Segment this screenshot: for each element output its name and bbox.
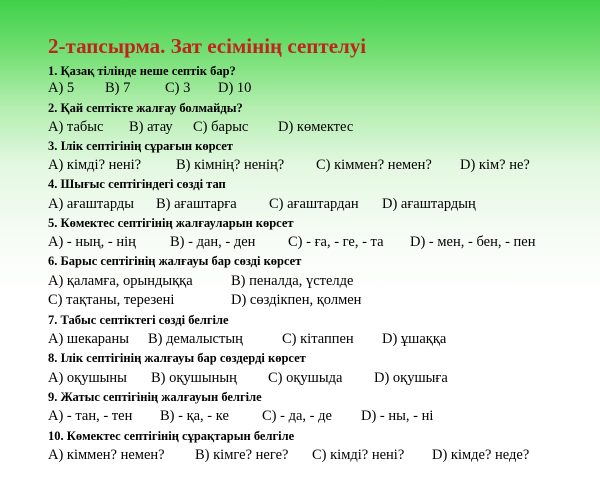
- option-b: В) атау: [129, 119, 173, 135]
- question-9: 9. Жатыс септігінің жалғауын белгіле: [48, 390, 262, 404]
- option-c: С) барыс: [193, 119, 249, 135]
- option-d: D) кімде? неде?: [432, 447, 530, 463]
- question-3: 3. Ілік септігінің сұрағын көрсет: [48, 139, 233, 153]
- question-4: 4. Шығыс септігіндегі сөзді тап: [48, 177, 226, 191]
- option-b: В) пеналда, үстелде: [231, 273, 354, 289]
- option-c: С) - ға, - ге, - та: [288, 234, 384, 250]
- worksheet-title: 2-тапсырма. Зат есімінің септелуі: [48, 34, 367, 58]
- option-b: В) кімге? неге?: [195, 447, 289, 463]
- question-10: 10. Көмектес септігінің сұрақтарын белгіле: [48, 429, 295, 443]
- option-c: С) кітаппен: [282, 331, 354, 347]
- option-a: А) 5: [48, 80, 75, 96]
- option-d: D) көмектес: [278, 119, 354, 135]
- option-a: А) шекараны: [48, 331, 129, 347]
- question-6: 6. Барыс септігінің жалғауы бар сөзді көрсет: [48, 254, 302, 268]
- option-a: А) оқушыны: [48, 370, 127, 386]
- question-1: 1. Қазақ тілінде неше септік бар?: [48, 64, 236, 78]
- option-d: D) - ны, - ні: [361, 408, 434, 424]
- option-c: С) тақтаны, терезені: [48, 292, 175, 308]
- option-b: В) демалыстың: [148, 331, 243, 347]
- option-c: С) оқушыда: [268, 370, 343, 386]
- option-a: А) - тан, - тен: [48, 408, 133, 424]
- option-b: В) - қа, - ке: [160, 408, 229, 424]
- option-a: А) табыс: [48, 119, 104, 135]
- option-c: С) 3: [165, 80, 191, 96]
- option-b: В) кімнің? ненің?: [176, 157, 285, 173]
- option-c: С) - да, - де: [262, 408, 332, 424]
- question-8: 8. Ілік септігінің жалғауы бар сөздерді көрсет: [48, 351, 306, 365]
- question-7: 7. Табыс септіктегі сөзді белгіле: [48, 313, 229, 327]
- option-b: В) оқушының: [151, 370, 237, 386]
- option-a: А) ағаштарды: [48, 196, 135, 212]
- option-d: D) 10: [218, 80, 252, 96]
- option-d: D) оқушыға: [374, 370, 448, 386]
- option-c: С) ағаштардан: [269, 196, 359, 212]
- option-d: D) кім? не?: [460, 157, 530, 173]
- option-b: В) 7: [105, 80, 131, 96]
- option-a: А) қаламға, орындыққа: [48, 273, 193, 289]
- option-a: А) кімді? нені?: [48, 157, 142, 173]
- question-2: 2. Қай септікте жалғау болмайды?: [48, 101, 243, 115]
- option-d: D) ұшаққа: [382, 331, 447, 347]
- option-d: D) - мен, - бен, - пен: [410, 234, 536, 250]
- option-a: А) кіммен? немен?: [48, 447, 165, 463]
- option-b: В) ағаштарға: [156, 196, 237, 212]
- option-d: D) сөздікпен, қолмен: [231, 292, 362, 308]
- option-b: В) - дан, - ден: [170, 234, 256, 250]
- option-d: D) ағаштардың: [382, 196, 476, 212]
- option-a: А) - ның, - нің: [48, 234, 136, 250]
- option-c: С) кіммен? немен?: [316, 157, 432, 173]
- option-c: С) кімді? нені?: [312, 447, 405, 463]
- question-5: 5. Көмектес септігінің жалғауларын көрсет: [48, 216, 294, 230]
